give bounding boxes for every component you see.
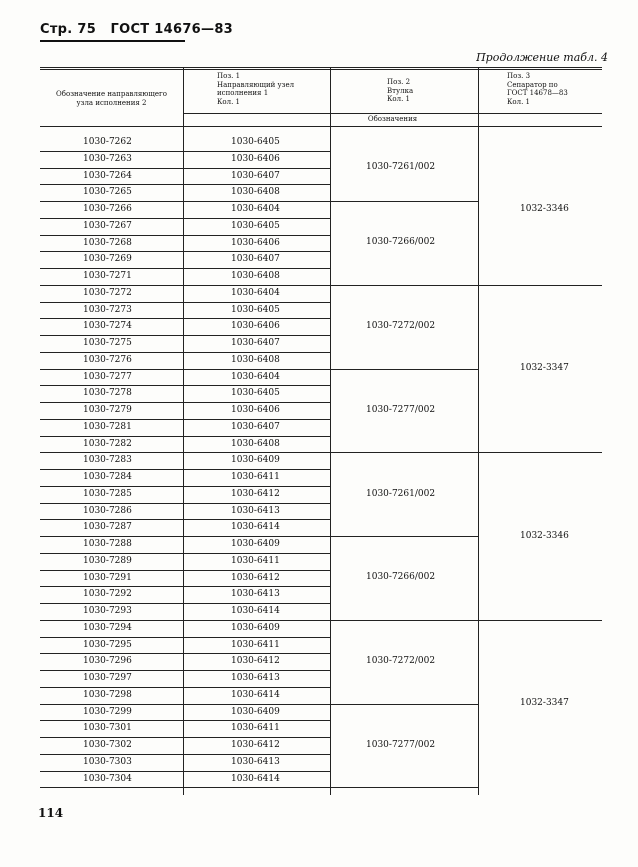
cell-pos2-bushing: 1030-7272/002 [366,656,436,667]
cell-node-designation: 1030-7267 [83,220,132,231]
group-rule [330,369,478,370]
cell-pos2-bushing: 1030-7277/002 [366,404,436,415]
cell-pos1-designation: 1030-6414 [231,689,280,700]
cell-pos1-designation: 1030-6412 [231,572,280,583]
page-label: Стр. 75 [40,22,97,37]
cell-pos1-designation: 1030-6409 [231,706,280,717]
header-designations: Обозначения [367,115,418,123]
cell-node-designation: 1030-7265 [83,187,132,198]
cell-node-designation: 1030-7299 [83,706,132,717]
group-rule [330,285,478,286]
cell-node-designation: 1030-7278 [83,388,132,399]
cell-pos3-separator: 1032-3347 [520,698,569,708]
cell-pos2-bushing: 1030-7266/002 [366,572,436,583]
table-row-rule [40,787,183,788]
header-col3: Поз. 2 Втулка Кол. 1 [387,78,414,103]
cell-node-designation: 1030-7298 [83,689,132,700]
cell-pos1-designation: 1030-6406 [231,153,280,164]
cell-pos1-designation: 1030-6408 [231,354,280,365]
group-rule [478,452,602,453]
header-col2: Поз. 1 Направляющий узел исполнения 1 Кол. 1 [217,72,295,106]
cell-node-designation: 1030-7285 [83,488,132,499]
cell-node-designation: 1030-7302 [83,740,132,750]
cell-pos1-designation: 1030-6408 [231,187,280,198]
table-row-rule [183,787,330,788]
cell-node-designation: 1030-7272 [83,287,132,298]
cell-pos1-designation: 1030-6407 [231,338,280,348]
cell-node-designation: 1030-7301 [83,723,132,734]
cell-pos1-designation: 1030-6405 [231,388,280,399]
cell-pos1-designation: 1030-6408 [231,271,280,281]
cell-node-designation: 1030-7297 [83,673,132,683]
cell-pos1-designation: 1030-6412 [231,740,280,750]
continuation-label: Продолжение табл. 4 [476,51,608,64]
cell-pos1-designation: 1030-6404 [231,287,280,298]
table-top-rule-double [40,69,602,70]
group-rule [478,285,602,286]
cell-node-designation: 1030-7264 [83,170,132,181]
header-col4: Поз. 3 Сепаратор по ГОСТ 14678—83 Кол. 1 [507,72,568,106]
page-number: 114 [38,806,64,820]
cell-pos1-designation: 1030-6414 [231,606,280,616]
cell-pos1-designation: 1030-6413 [231,756,280,767]
cell-pos1-designation: 1030-6404 [231,371,280,382]
cell-node-designation: 1030-7276 [83,354,132,365]
subheader-rule [183,113,602,114]
cell-pos1-designation: 1030-6413 [231,673,280,683]
cell-pos1-designation: 1030-6405 [231,304,280,315]
cell-pos1-designation: 1030-6413 [231,505,280,516]
cell-node-designation: 1030-7296 [83,656,132,667]
cell-pos1-designation: 1030-6404 [231,204,280,214]
cell-node-designation: 1030-7274 [83,321,132,332]
cell-pos1-designation: 1030-6405 [231,137,280,147]
cell-node-designation: 1030-7284 [83,472,132,482]
cell-node-designation: 1030-7281 [83,421,132,432]
cell-pos2-bushing: 1030-7261/002 [366,488,436,499]
cell-pos1-designation: 1030-6409 [231,539,280,549]
cell-pos1-designation: 1030-6409 [231,622,280,633]
cell-node-designation: 1030-7263 [83,153,132,164]
column-rule [330,67,331,795]
cell-node-designation: 1030-7275 [83,338,132,348]
cell-pos1-designation: 1030-6409 [231,455,280,466]
header-bottom-rule [40,126,602,127]
gost-number: ГОСТ 14676—83 [110,22,234,37]
cell-pos1-designation: 1030-6407 [231,421,280,432]
cell-pos1-designation: 1030-6407 [231,254,280,265]
cell-node-designation: 1030-7295 [83,639,132,650]
cell-node-designation: 1030-7293 [83,606,132,616]
cell-node-designation: 1030-7283 [83,455,132,466]
cell-pos1-designation: 1030-6405 [231,220,280,231]
cell-pos2-bushing: 1030-7277/002 [366,739,436,750]
cell-node-designation: 1030-7273 [83,304,132,315]
group-rule [478,620,602,621]
cell-node-designation: 1030-7303 [83,756,132,767]
header-col1: Обозначение направляющего узла исполнения 2 [56,90,167,107]
cell-pos3-separator: 1032-3347 [520,363,569,373]
cell-pos3-separator: 1032-3346 [520,530,569,541]
cell-node-designation: 1030-7294 [83,622,132,633]
cell-node-designation: 1030-7268 [83,237,132,248]
column-rule [478,67,479,795]
cell-pos2-bushing: 1030-7272/002 [366,321,436,332]
cell-pos1-designation: 1030-6411 [231,639,280,650]
group-rule [330,201,478,202]
cell-node-designation: 1030-7279 [83,405,132,415]
group-rule [330,787,478,788]
cell-node-designation: 1030-7286 [83,505,132,516]
cell-node-designation: 1030-7289 [83,555,132,566]
cell-node-designation: 1030-7269 [83,254,132,265]
cell-node-designation: 1030-7292 [83,589,132,600]
cell-node-designation: 1030-7291 [83,572,132,583]
group-rule [330,452,478,453]
group-rule [330,704,478,705]
cell-pos1-designation: 1030-6411 [231,555,280,566]
cell-node-designation: 1030-7277 [83,371,132,382]
group-rule [330,620,478,621]
cell-node-designation: 1030-7287 [83,522,132,533]
cell-pos1-designation: 1030-6412 [231,656,280,667]
cell-pos1-designation: 1030-6414 [231,522,280,533]
cell-pos2-bushing: 1030-7266/002 [366,237,436,248]
cell-node-designation: 1030-7288 [83,539,132,549]
cell-node-designation: 1030-7282 [83,438,132,449]
cell-pos3-separator: 1032-3346 [520,203,569,214]
cell-pos2-bushing: 1030-7261/002 [366,162,436,172]
cell-pos1-designation: 1030-6412 [231,488,280,499]
group-rule [330,536,478,537]
cell-pos1-designation: 1030-6406 [231,237,280,248]
cell-pos1-designation: 1030-6414 [231,773,280,784]
cell-node-designation: 1030-7266 [83,204,132,214]
cell-pos1-designation: 1030-6407 [231,170,280,181]
cell-pos1-designation: 1030-6406 [231,321,280,332]
cell-pos1-designation: 1030-6408 [231,438,280,449]
cell-node-designation: 1030-7271 [83,271,132,281]
cell-pos1-designation: 1030-6406 [231,405,280,415]
cell-pos1-designation: 1030-6413 [231,589,280,600]
cell-pos1-designation: 1030-6411 [231,472,280,482]
cell-pos1-designation: 1030-6411 [231,723,280,734]
cell-node-designation: 1030-7262 [83,137,132,147]
cell-node-designation: 1030-7304 [83,773,132,784]
